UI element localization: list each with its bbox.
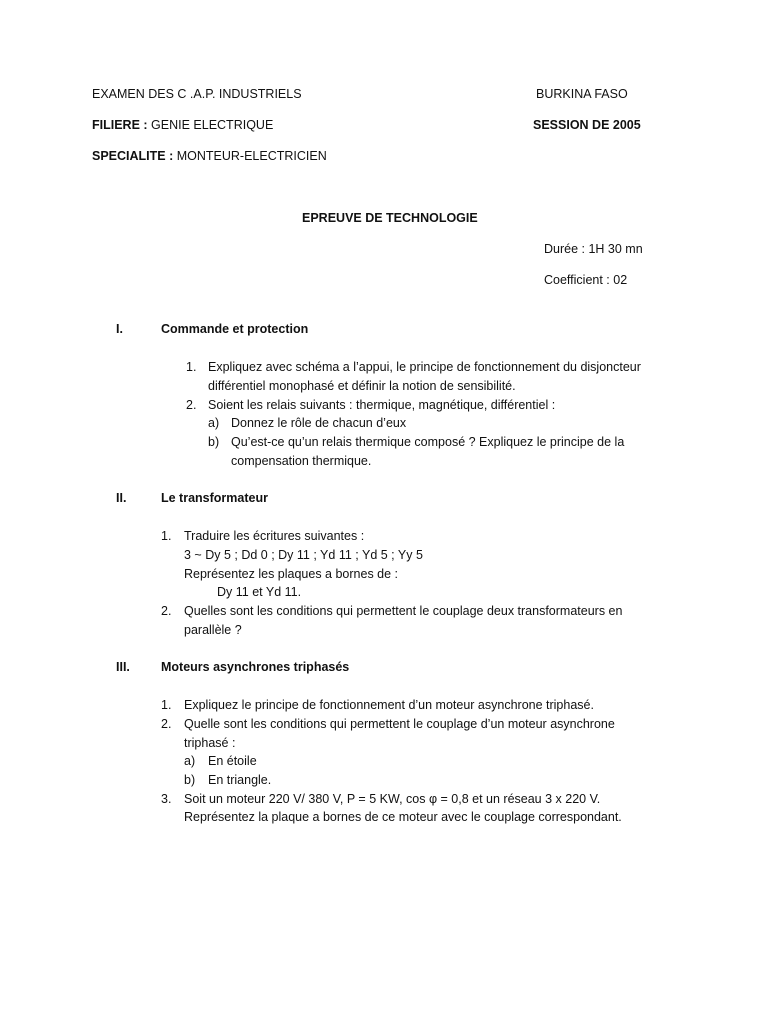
country: BURKINA FASO bbox=[536, 87, 628, 101]
question-marker: 2. bbox=[161, 604, 172, 618]
question-text: Quelle sont les conditions qui permettent le couplage d’un moteur asynchrone bbox=[184, 717, 615, 731]
question-text: triphasé : bbox=[184, 736, 236, 750]
question-text: Donnez le rôle de chacun d’eux bbox=[231, 416, 407, 430]
filiere-label: FILIERE : bbox=[92, 118, 148, 132]
section-title: Commande et protection bbox=[161, 322, 309, 336]
question-marker: 1. bbox=[161, 698, 172, 712]
question-text: parallèle ? bbox=[184, 623, 242, 637]
specialite-label: SPECIALITE : bbox=[92, 149, 174, 163]
question-marker: 1. bbox=[161, 529, 172, 543]
question-text: différentiel monophasé et définir la notion de sensibilité. bbox=[208, 379, 516, 393]
section-number: I. bbox=[116, 322, 123, 336]
session: SESSION DE 2005 bbox=[533, 118, 641, 132]
epreuve-title: EPREUVE DE TECHNOLOGIE bbox=[302, 211, 478, 225]
question-text: Expliquez avec schéma a l’appui, le principe de fonctionnement du disjoncteur bbox=[208, 360, 641, 374]
question-text: Dy 11 et Yd 11. bbox=[217, 585, 302, 599]
section-title: Moteurs asynchrones triphasés bbox=[161, 660, 350, 674]
question-marker: 1. bbox=[186, 360, 197, 374]
section-number: II. bbox=[116, 491, 127, 505]
coefficient: Coefficient : 02 bbox=[544, 273, 628, 287]
filiere-value: GENIE ELECTRIQUE bbox=[147, 118, 274, 132]
question-text: Expliquez le principe de fonctionnement d’un moteur asynchrone triphasé. bbox=[184, 698, 594, 712]
specialite-value: MONTEUR-ELECTRICIEN bbox=[173, 149, 327, 163]
question-marker: b) bbox=[184, 773, 196, 787]
question-text: Représentez les plaques a bornes de : bbox=[184, 567, 399, 581]
question-marker: b) bbox=[208, 435, 220, 449]
question-marker: a) bbox=[208, 416, 220, 430]
question-marker: 2. bbox=[186, 398, 197, 412]
question-text: Soient les relais suivants : thermique, magnétique, différentiel : bbox=[208, 398, 556, 412]
question-text: Traduire les écritures suivantes : bbox=[184, 529, 365, 543]
filiere-line bbox=[92, 118, 273, 132]
question-text: Représentez la plaque a bornes de ce moteur avec le couplage correspondant. bbox=[184, 810, 622, 824]
question-marker: 3. bbox=[161, 792, 172, 806]
question-text: Soit un moteur 220 V/ 380 V, P = 5 KW, cos φ = 0,8 et un réseau 3 x 220 V. bbox=[184, 792, 601, 806]
question-text: Quelles sont les conditions qui permettent le couplage deux transformateurs en bbox=[184, 604, 623, 618]
specialite-line bbox=[92, 149, 327, 163]
exam-title: EXAMEN DES C .A.P. INDUSTRIELS bbox=[92, 87, 302, 101]
section-number: III. bbox=[116, 660, 130, 674]
question-text: En triangle. bbox=[208, 773, 272, 787]
question-marker: a) bbox=[184, 754, 196, 768]
question-text: 3 ~ Dy 5 ; Dd 0 ; Dy 11 ; Yd 11 ; Yd 5 ; Yy 5 bbox=[184, 548, 423, 562]
duree: Durée : 1H 30 mn bbox=[544, 242, 643, 256]
question-text: compensation thermique. bbox=[231, 454, 372, 468]
question-marker: 2. bbox=[161, 717, 172, 731]
section-title: Le transformateur bbox=[161, 491, 268, 505]
question-text: En étoile bbox=[208, 754, 257, 768]
question-text: Qu’est-ce qu’un relais thermique composé ? Expliquez le principe de la bbox=[231, 435, 625, 449]
